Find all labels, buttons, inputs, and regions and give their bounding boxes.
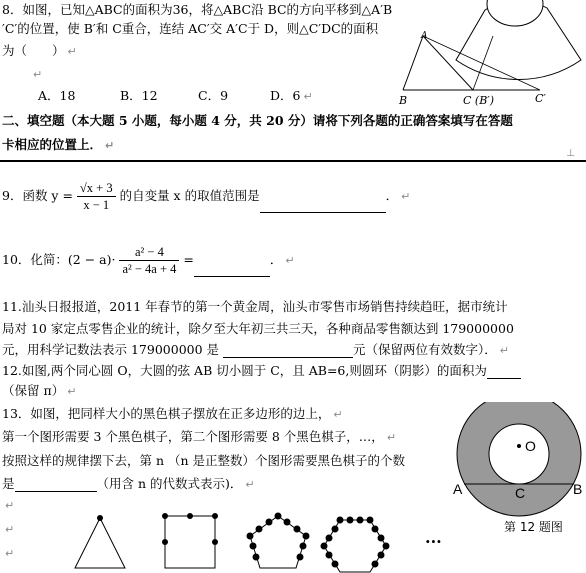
q8-line1: 8．如图，已知△ABC的面积为36，将△ABC沿 BC的方向平移到△A′B [2,2,393,17]
section2-heading-line2: 卡相应的位置上． ↵ [2,137,115,152]
q8-label-cb: C (B′) [463,94,495,107]
q13-line1: 13．如图，把同样大小的黑色棋子摆放在正多边形的边上， ↵ [2,406,343,421]
q13-figure-3-pentagon [247,513,310,569]
q8-figure [395,0,586,108]
q12-label-b: B [573,481,583,497]
q12-label-o: O [525,438,536,454]
q12-line2: （保留 π） ↵ [2,383,77,398]
q13-figure-1-triangle [75,515,125,568]
q12-line1: 12.如图,两个同心圆 O，大圆的弦 AB 切小圆于 C，且 AB=6,则圆环（阴影）的面积为 [2,361,521,379]
q10-fraction: $\frac{\text{a² − 4}}{\text{a² − 4a + 4}}$ [119,244,179,277]
section2-heading-line1: 二、填空题（本大题 5 小题，每小题 4 分，共 20 分）请将下列各题的正确答案填写在答题 [2,113,513,128]
q8-line2: ′C′的位置，使 B′和 C重合，连结 AC′交 A′C于 D，则△C′DC的面积 [2,21,379,36]
q13-figure-4-hexagon [321,517,390,573]
q11-line3: 元，用科学记数法表示 179000000 是 元（保留两位有效数字）． ↵ [2,342,509,357]
q8-option-a: A．18 [38,88,76,103]
q8-line3: 为（ ） ↵ [2,43,77,58]
q13-return-2: ↵ [5,523,15,536]
q12-inner-circle [489,424,549,484]
q9-answer-blank[interactable] [260,212,386,213]
q13-figure-2-square [162,513,218,568]
q13-figures [70,508,450,573]
q13-line2: 第一个图形需要 3 个黑色棋子，第二个图形需要 8 个黑色棋子，…， ↵ [2,429,397,444]
q8-label-b: B [399,94,408,107]
q8-label-a: A [421,31,428,41]
divider-ret-mark: ⊥ [566,148,576,159]
q9: 9．函数 y = $\frac{√x + 3}{x - 1}$ 的自变量 x 的取值范围是 ． ↵ [2,181,411,212]
q8-option-c: C．9 [198,88,229,103]
q10-answer-blank[interactable] [194,276,270,277]
q12-answer-blank[interactable] [487,378,521,379]
q11-answer-blank[interactable] [223,357,353,358]
q12-figure [452,402,586,532]
q13-return-3: ↵ [5,547,15,560]
q12-caption: 第 12 题图 [504,520,563,534]
q12-center-point [517,444,521,448]
q13-line3: 按照这样的规律摆下去，第 n （n 是正整数）个图形需要黑色棋子的个数 [2,453,406,468]
q9-fraction: $\frac{√x + 3}{x - 1}$ [77,180,116,213]
q11-line1: 11.汕头日报报道，2011 年春节的第一个黄金周，汕头市零售市场销售持续趋旺，据市统计 [2,299,508,314]
q8-option-b: B．12 [120,88,158,103]
q8-option-d: D．6 ↵ [270,88,313,103]
q8-return-blank: ↵ [33,68,43,81]
q13-return-1: ↵ [5,499,15,512]
q8-label-cprime: C′ [535,92,546,105]
q13-answer-blank[interactable] [15,491,97,492]
q12-label-c: C [515,485,526,501]
q10: 10．化简：(2 − a)· $\frac{\text{a² − 4}}{\text{a² − 4a + 4}}$ = ． ↵ [2,245,295,276]
section-divider [0,160,586,162]
q13-line4: 是 （用含 n 的代数式表示)． ↵ [2,476,255,491]
q13-ellipsis: ··· [425,532,442,551]
q11-line2: 局对 10 家定点零售企业的统计，除夕至大年初三共三天，各种商品零售额达到 179000000 [2,321,514,336]
q12-label-a: A [453,481,463,497]
